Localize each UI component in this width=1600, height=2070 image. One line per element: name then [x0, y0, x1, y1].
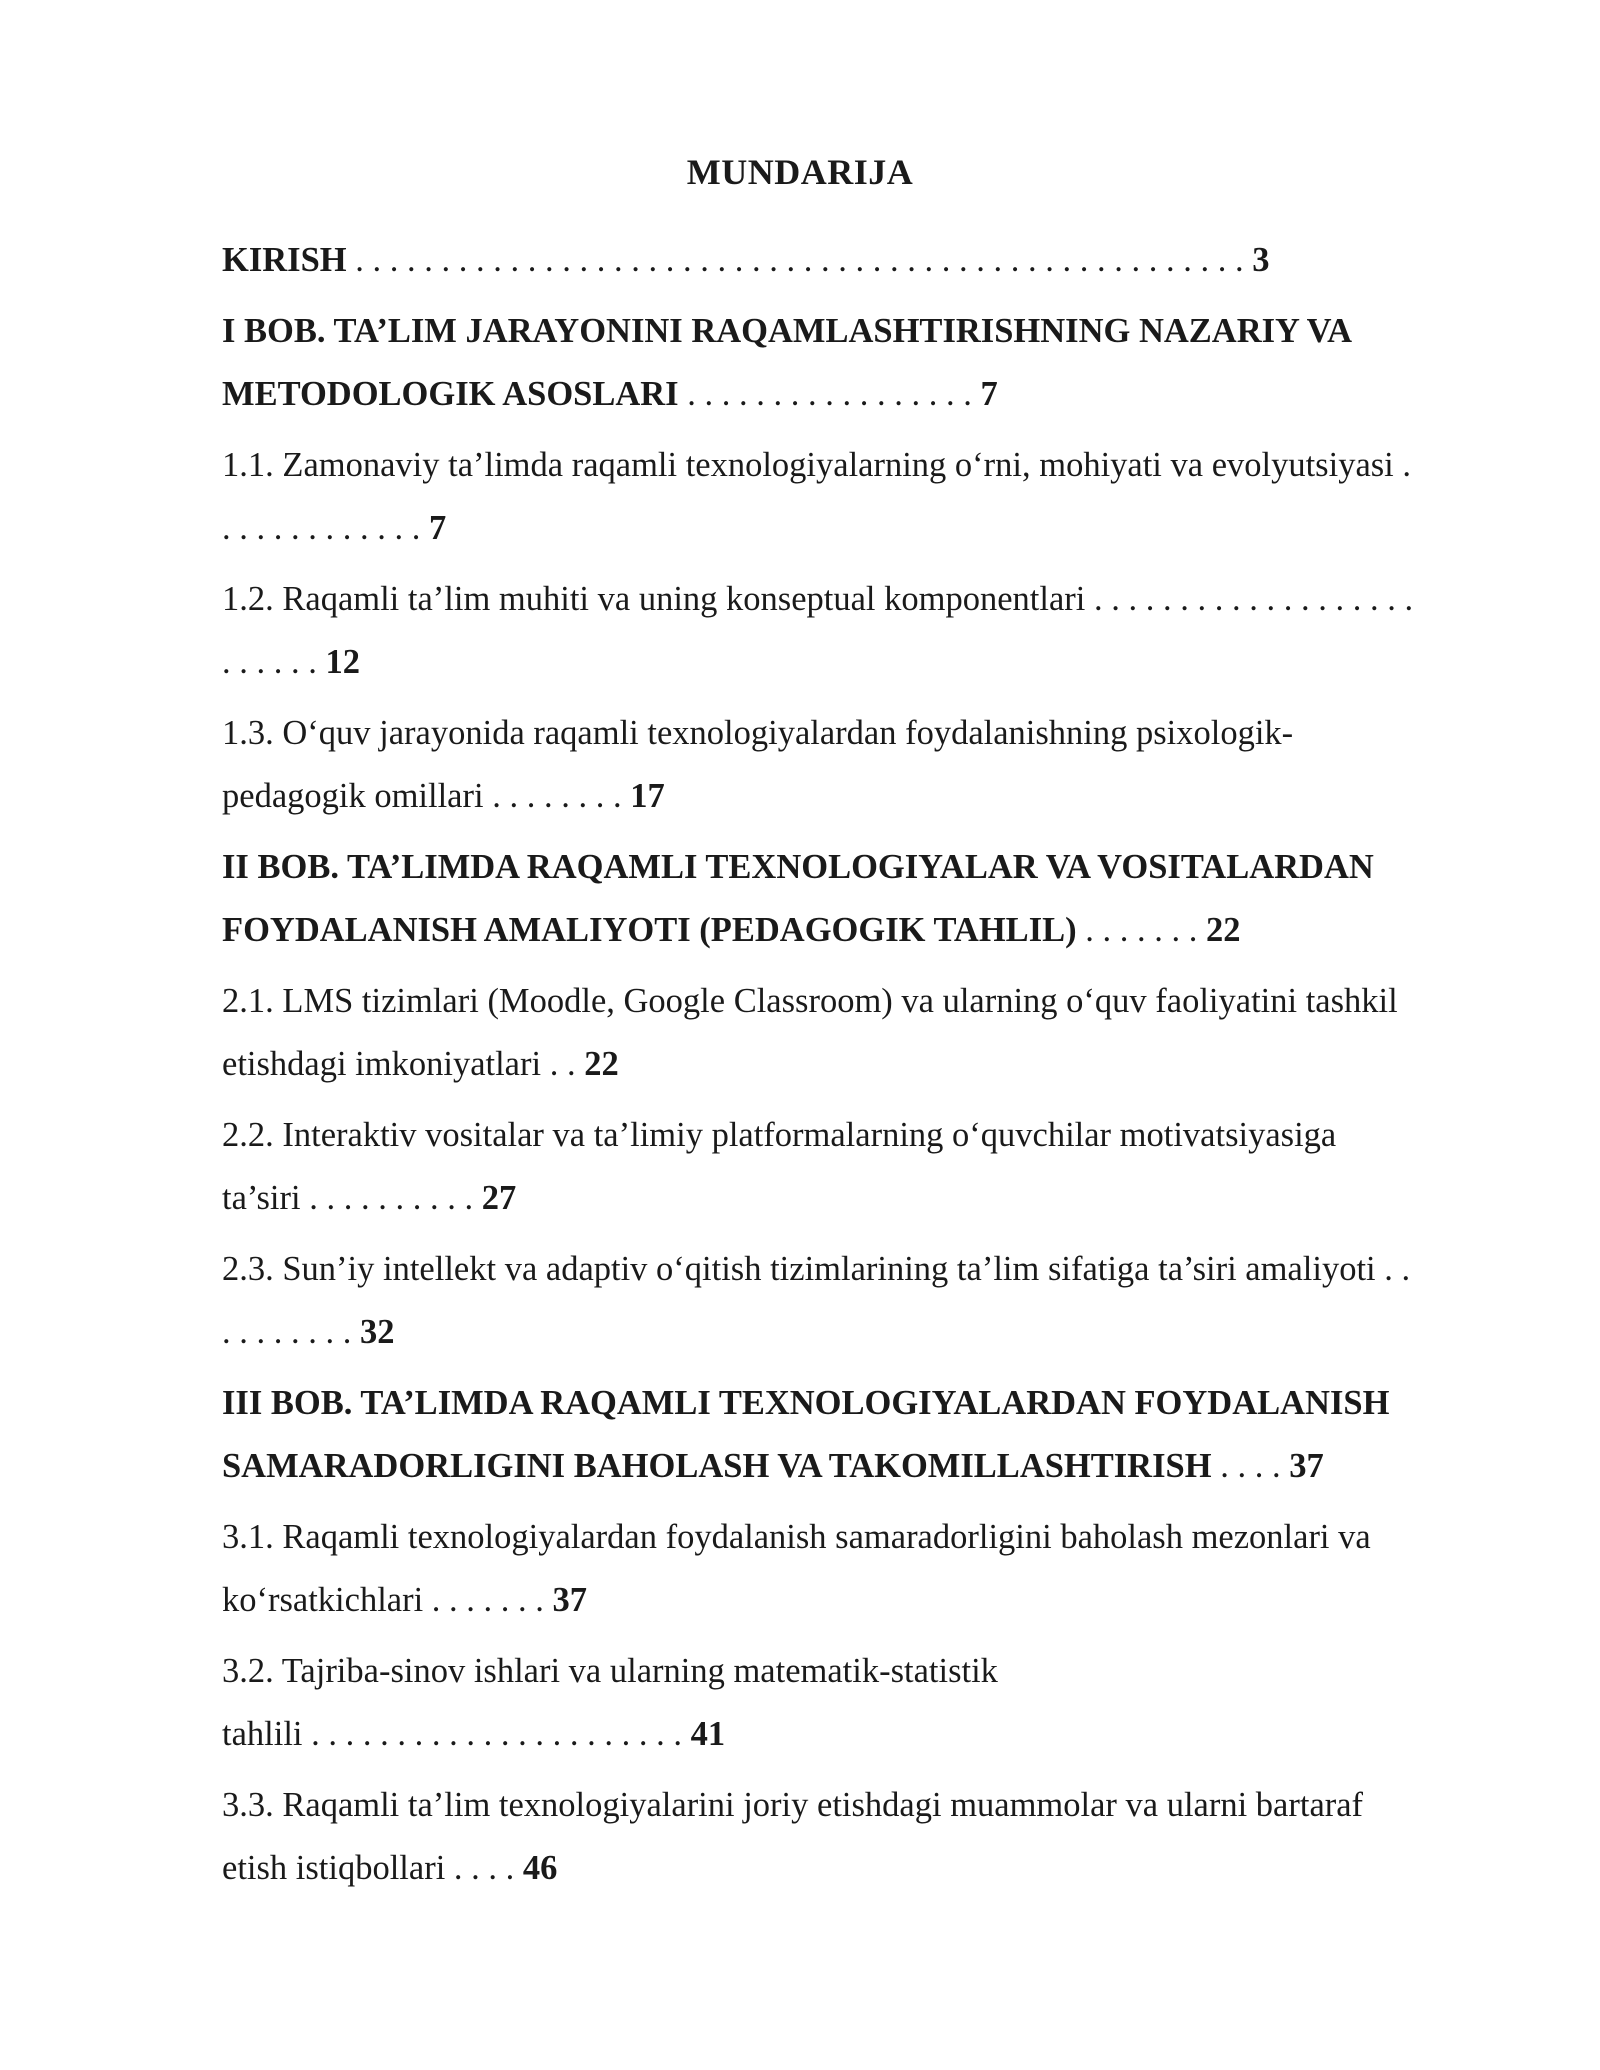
toc-dot-leader: . . [1375, 1250, 1411, 1288]
toc-section-entry [222, 702, 1482, 828]
toc-line [222, 568, 1482, 631]
toc-entry-text: 3.2. Tajriba-sinov ishlari va ularning matematik-statistik [222, 1652, 998, 1690]
toc-dot-leader: . [1393, 446, 1412, 484]
toc-page-number: 41 [690, 1715, 726, 1753]
toc-entry-text: tahlili [222, 1715, 303, 1753]
toc-line [222, 434, 1482, 497]
toc-dot-leader: . . . . . . . . [222, 1313, 360, 1351]
toc-entry-text: SAMARADORLIGINI BAHOLASH VA TAKOMILLASHTIRISH [222, 1447, 1212, 1485]
toc-page-number: 7 [980, 375, 998, 413]
toc-chapter-entry [222, 836, 1482, 962]
toc-page-number: 7 [429, 509, 447, 547]
toc-entry-text: 1.3. O‘quv jarayonida raqamli texnologiyalardan foydalanishning psixologik- [222, 714, 1294, 752]
toc-section-entry [222, 970, 1482, 1096]
toc-dot-leader: . . . . . . [222, 643, 326, 681]
toc-section-entry [222, 434, 1482, 560]
toc-section-entry [222, 568, 1482, 694]
toc-line [222, 1167, 1482, 1230]
toc-line [222, 1435, 1482, 1498]
toc-dot-leader: . . . . . . . . . . [300, 1179, 482, 1217]
toc-line [222, 899, 1482, 962]
toc-line [222, 497, 1482, 560]
toc-section-entry [222, 1506, 1482, 1632]
toc-line [222, 631, 1482, 694]
toc-entry-text: KIRISH [222, 241, 347, 279]
toc-dot-leader: . . . . . . . . . . . . . . . . . . . [1085, 580, 1414, 618]
toc-line [222, 1640, 1482, 1703]
page-title: MUNDARIJA [686, 152, 914, 192]
toc-page-number: 22 [1206, 911, 1241, 949]
toc-entry-text: FOYDALANISH AMALIYOTI (PEDAGOGIK TAHLIL) [222, 911, 1077, 949]
table-of-contents [222, 229, 1482, 1908]
toc-page-number: 32 [360, 1313, 395, 1351]
toc-entry-text: 3.3. Raqamli ta’lim texnologiyalarini joriy etishdagi muammolar va ularni bartaraf [222, 1786, 1364, 1824]
toc-section-entry [222, 1104, 1482, 1230]
toc-entry-text: ko‘rsatkichlari [222, 1581, 424, 1619]
toc-line [222, 1703, 1482, 1766]
toc-line [222, 300, 1482, 363]
toc-line [222, 1104, 1482, 1167]
toc-entry-text: METODOLOGIK ASOSLARI [222, 375, 679, 413]
toc-page-number: 12 [325, 643, 360, 681]
toc-chapter-entry [222, 229, 1482, 292]
toc-entry-text: etishdagi imkoniyatlari [222, 1045, 542, 1083]
toc-entry-text: 2.3. Sun’iy intellekt va adaptiv o‘qitish tizimlarining ta’lim sifatiga ta’siri amaliyoti [222, 1250, 1376, 1288]
toc-line [222, 702, 1482, 765]
toc-chapter-entry [222, 300, 1482, 426]
toc-line [222, 970, 1482, 1033]
toc-entry-text: etish istiqbollari [222, 1849, 446, 1887]
toc-page-number: 37 [552, 1581, 588, 1619]
toc-entry-text: 1.1. Zamonaviy ta’limda raqamli texnologiyalarning o‘rni, mohiyati va evolyutsiyasi [222, 446, 1394, 484]
toc-dot-leader: . . . . [445, 1849, 523, 1887]
toc-page-number: 17 [630, 777, 665, 815]
toc-entry-text: 3.1. Raqamli texnologiyalardan foydalanish samaradorligini baholash mezonlari va [222, 1518, 1371, 1556]
toc-entry-text: III BOB. TA’LIMDA RAQAMLI TEXNOLOGIYALARDAN FOYDALANISH [222, 1384, 1390, 1422]
toc-entry-text: 2.1. LMS tizimlari (Moodle, Google Classroom) va ularning o‘quv faoliyatini tashkil [222, 982, 1398, 1020]
toc-page-number: 22 [584, 1045, 619, 1083]
toc-entry-text: ta’siri [222, 1179, 301, 1217]
toc-line [222, 836, 1482, 899]
toc-dot-leader: . . . . . . . . . . . . . . . . . [678, 375, 981, 413]
toc-line [222, 1238, 1482, 1301]
toc-page-number: 3 [1252, 241, 1270, 279]
toc-line [222, 765, 1482, 828]
toc-line [222, 1033, 1482, 1096]
toc-section-entry [222, 1774, 1482, 1900]
toc-page-number: 37 [1289, 1447, 1324, 1485]
toc-page-number: 27 [481, 1179, 517, 1217]
toc-entry-text: II BOB. TA’LIMDA RAQAMLI TEXNOLOGIYALAR VA VOSITALARDAN [222, 848, 1374, 886]
toc-page-number: 46 [522, 1849, 558, 1887]
toc-line [222, 1569, 1482, 1632]
toc-dot-leader: . . . . . . . [423, 1581, 553, 1619]
toc-section-entry [222, 1238, 1482, 1364]
toc-line [222, 1301, 1482, 1364]
toc-line [222, 1774, 1482, 1837]
toc-dot-leader: . . . . . . . [1076, 911, 1206, 949]
toc-dot-leader: . . . . . . . . . . . . . . . . . . . . . . [302, 1715, 691, 1753]
toc-dot-leader: . . . . . . . . . . . . . . . . . . . . . . . . . . . . . . . . . . . . . . . . . . . . . . . . . . . . [346, 241, 1253, 279]
toc-entry-text: 1.2. Raqamli ta’lim muhiti va uning konseptual komponentlari [222, 580, 1086, 618]
toc-line [222, 229, 1482, 292]
toc-line [222, 1837, 1482, 1900]
toc-dot-leader: . . [541, 1045, 585, 1083]
toc-entry-text: I BOB. TA’LIM JARAYONINI RAQAMLASHTIRISHNING NAZARIY VA [222, 312, 1353, 350]
toc-line [222, 363, 1482, 426]
toc-dot-leader: . . . . [1211, 1447, 1290, 1485]
toc-line [222, 1506, 1482, 1569]
toc-entry-text: 2.2. Interaktiv vositalar va ta’limiy platformalarning o‘quvchilar motivatsiyasiga [222, 1116, 1337, 1154]
toc-entry-text: pedagogik omillari [222, 777, 484, 815]
toc-chapter-entry [222, 1372, 1482, 1498]
toc-section-entry [222, 1640, 1482, 1766]
toc-line [222, 1372, 1482, 1435]
toc-dot-leader: . . . . . . . . [483, 777, 631, 815]
toc-dot-leader: . . . . . . . . . . . . [222, 509, 429, 547]
